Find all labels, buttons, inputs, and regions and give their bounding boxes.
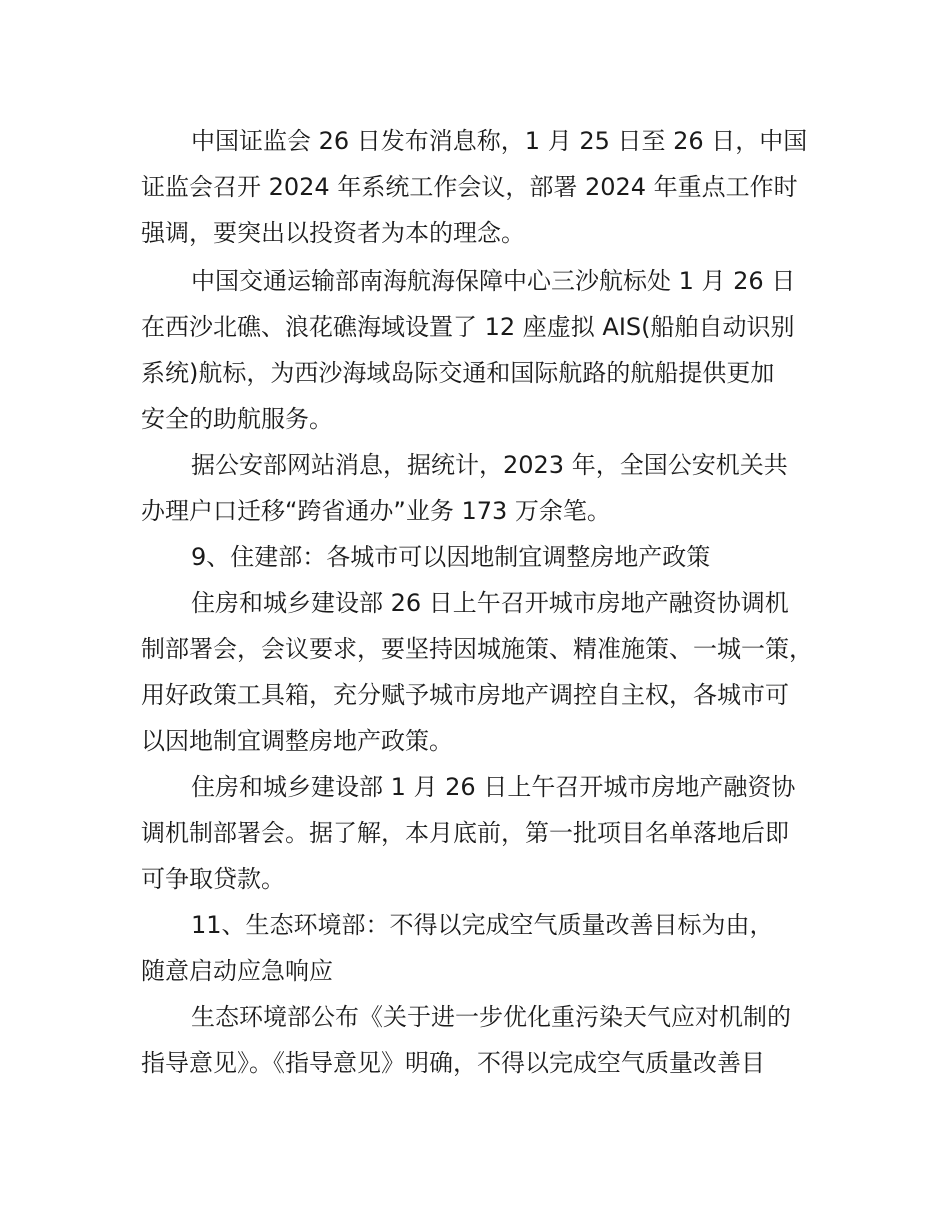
text-line: 用好政策工具箱，充分赋予城市房地产调控自主权，各城市可	[141, 681, 789, 709]
paragraph-hukou-transfer	[141, 442, 831, 534]
text-line: 住房和城乡建设部 26 日上午召开城市房地产融资协调机	[191, 589, 789, 617]
text-line: 生态环境部公布《关于进一步优化重污染天气应对机制的	[191, 1003, 791, 1031]
text-line: 办理户口迁移“跨省通办”业务 173 万余笔。	[141, 497, 611, 525]
text-line: 在西沙北礁、浪花礁海域设置了 12 座虚拟 AIS(船舶自动识别	[141, 313, 795, 341]
text-line: 可争取贷款。	[141, 865, 285, 893]
text-line: 指导意见》。《指导意见》明确，不得以完成空气质量改善目	[141, 1049, 765, 1077]
text-line: 制部署会，会议要求，要坚持因城施策、精准施策、一城一策，	[141, 635, 813, 663]
text-line: 中国交通运输部南海航海保障中心三沙航标处 1 月 26 日	[191, 267, 796, 295]
text-line: 系统)航标，为西沙海域岛际交通和国际航路的航船提供更加	[141, 359, 775, 387]
text-line: 强调，要突出以投资者为本的理念。	[141, 219, 525, 247]
text-line: 证监会召开 2024 年系统工作会议，部署 2024 年重点工作时	[141, 173, 798, 201]
heading-line: 9、住建部：各城市可以因地制宜调整房地产政策	[191, 543, 711, 571]
heading-line: 11、生态环境部：不得以完成空气质量改善目标为由，	[191, 911, 774, 939]
paragraph-financing-mechanism	[141, 764, 831, 902]
paragraph-ais-beacons	[141, 258, 831, 442]
document-body	[141, 118, 831, 1086]
paragraph-housing-policy	[141, 580, 831, 764]
text-line: 安全的助航服务。	[141, 405, 333, 433]
text-line: 中国证监会 26 日发布消息称，1 月 25 日至 26 日，中国	[191, 127, 808, 155]
section-heading-11	[141, 902, 831, 994]
paragraph-pollution-guidance	[141, 994, 831, 1086]
text-line: 住房和城乡建设部 1 月 26 日上午召开城市房地产融资协	[191, 773, 796, 801]
text-line: 以因地制宜调整房地产政策。	[141, 727, 453, 755]
heading-line: 随意启动应急响应	[141, 957, 333, 985]
text-line: 据公安部网站消息，据统计，2023 年，全国公安机关共	[191, 451, 788, 479]
text-line: 调机制部署会。据了解，本月底前，第一批项目名单落地后即	[141, 819, 789, 847]
section-heading-9	[141, 534, 831, 580]
paragraph-csrc-meeting	[141, 118, 831, 256]
